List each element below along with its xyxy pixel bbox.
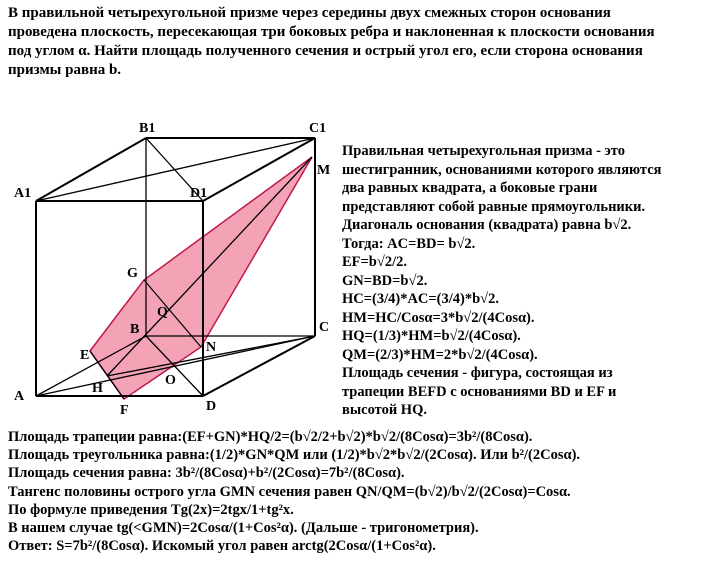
explanation-line: Правильная четырехугольная призма - это — [342, 143, 625, 159]
explanation-block — [342, 142, 712, 420]
solution-line: Площадь треугольника равна:(1/2)*GN*QM или (1/2)*b√2*b√2/(2Cosα). Или b²/(2Cosα). — [8, 447, 581, 464]
explanation-line: QM=(2/3)*HM=2*b√2/(4Cosα). — [342, 346, 538, 363]
explanation-line: HM=HC/Cosα=3*b√2/(4Cosα). — [342, 309, 535, 326]
label-N: N — [206, 340, 217, 355]
explanation-line: представляют собой равные прямоугольники. — [342, 198, 646, 215]
label-B: B — [130, 322, 140, 337]
solution-block — [8, 428, 713, 555]
label-A: A — [14, 389, 25, 404]
label-A1: A1 — [14, 186, 32, 201]
explanation-line: GN=BD=b√2. — [342, 272, 428, 289]
solution-line: Ответ: S=7b²/(8Cosα). Искомый угол равен arctg(2Cosα/(1+Cos²α). — [8, 538, 436, 555]
solution-line: Площадь сечения равна: 3b²/(8Cosα)+b²/(2Cosα)=7b²/(8Cosα). — [8, 465, 405, 482]
problem-line: под углом α. Найти площадь полученного сечения и острый угол его, если сторона основания — [8, 43, 643, 59]
problem-line: проведена плоскость, пересекающая три боковых ребра и наклоненная к плоскости основания — [8, 24, 655, 40]
solution-line: Тангенс половины острого угла GMN сечения равен QN/QM=(b√2)/b√2/(2Cosα)=Cosα. — [8, 483, 571, 500]
label-D: D — [206, 399, 217, 414]
explanation-line: Диагональ основания (квадрата) равна b√2. — [342, 217, 632, 233]
explanation-line: HC=(3/4)*AC=(3/4)*b√2. — [342, 291, 499, 307]
solution-line: В нашем случае tg(<GMN)=2Cosα/(1+Cos²α). (Дальше - тригонометрия). — [8, 520, 479, 537]
label-E: E — [80, 348, 90, 363]
label-G: G — [127, 266, 138, 281]
explanation-line: Площадь сечения - фигура, состоящая из — [342, 365, 613, 381]
label-C: C — [319, 320, 330, 335]
label-O: O — [165, 373, 176, 388]
explanation-line: шестигранник, основаниями которого являются — [342, 161, 662, 178]
explanation-line: высотой HQ. — [342, 402, 427, 418]
explanation-line: трапеции BEFD с основаниями BD и EF и — [342, 383, 617, 400]
label-B1: B1 — [139, 121, 156, 136]
solution-line: По формуле приведения Tg(2x)=2tgx/1+tg²x. — [8, 501, 294, 518]
explanation-line: EF=b√2/2. — [342, 254, 407, 270]
label-D1: D1 — [190, 186, 208, 201]
label-M: M — [317, 163, 331, 178]
explanation-line: Тогда: AC=BD= b√2. — [342, 235, 476, 252]
solution-line: Площадь трапеции равна:(EF+GN)*HQ/2=(b√2/2+b√2)*b√2/(8Cosα)=3b²/(8Cosα). — [8, 429, 533, 445]
label-H: H — [92, 381, 103, 396]
problem-line: призмы равна b. — [8, 62, 122, 78]
explanation-line: HQ=(1/3)*HM=b√2/(4Cosα). — [342, 328, 521, 344]
label-C1: C1 — [309, 121, 327, 136]
explanation-line: два равных квадрата, а боковые грани — [342, 180, 598, 196]
problem-line: В правильной четырехугольной призме через середины двух смежных сторон основания — [8, 5, 611, 21]
label-Q: Q — [157, 305, 168, 320]
label-F: F — [120, 403, 129, 418]
